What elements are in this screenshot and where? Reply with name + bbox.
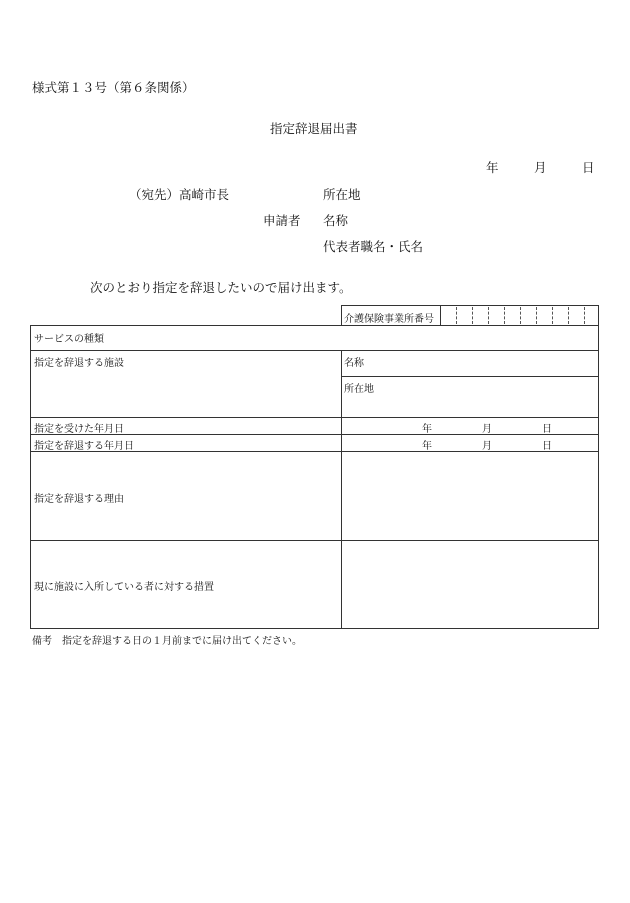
note: 備考 指定を辞退する日の１月前までに届け出てください。 [32, 636, 302, 647]
applicant-name-label: 名称 [323, 213, 349, 228]
facility-label: 指定を辞退する施設 [34, 358, 124, 369]
applicant-representative-label: 代表者職名・氏名 [323, 239, 424, 254]
facility-location-label: 所在地 [344, 384, 374, 395]
date-day-label: 日 [582, 160, 595, 175]
designated-day-label: 日 [542, 424, 552, 435]
form-number: 様式第１３号（第６条関係） [32, 80, 195, 95]
reason-label: 指定を辞退する理由 [34, 494, 124, 505]
facility-name-label: 名称 [344, 358, 364, 369]
designated-month-label: 月 [482, 424, 492, 435]
date-month-label: 月 [534, 160, 547, 175]
withdrawal-date-label: 指定を辞退する年月日 [34, 441, 134, 452]
service-type-label: サービスの種類 [34, 334, 104, 345]
withdrawal-day-label: 日 [542, 441, 552, 452]
designated-year-label: 年 [422, 424, 432, 435]
office-number-label: 介護保険事業所番号 [344, 314, 434, 325]
designated-date-label: 指定を受けた年月日 [34, 424, 124, 435]
date-year-label: 年 [486, 160, 499, 175]
addressee: （宛先）高崎市長 [129, 187, 230, 202]
page-title: 指定辞退届出書 [270, 121, 358, 136]
applicant-label: 申請者 [263, 213, 301, 228]
withdrawal-month-label: 月 [482, 441, 492, 452]
statement: 次のとおり指定を辞退したいので届け出ます。 [90, 280, 352, 295]
applicant-location-label: 所在地 [323, 187, 361, 202]
measures-label: 現に施設に入所している者に対する措置 [34, 582, 214, 593]
withdrawal-year-label: 年 [422, 441, 432, 452]
